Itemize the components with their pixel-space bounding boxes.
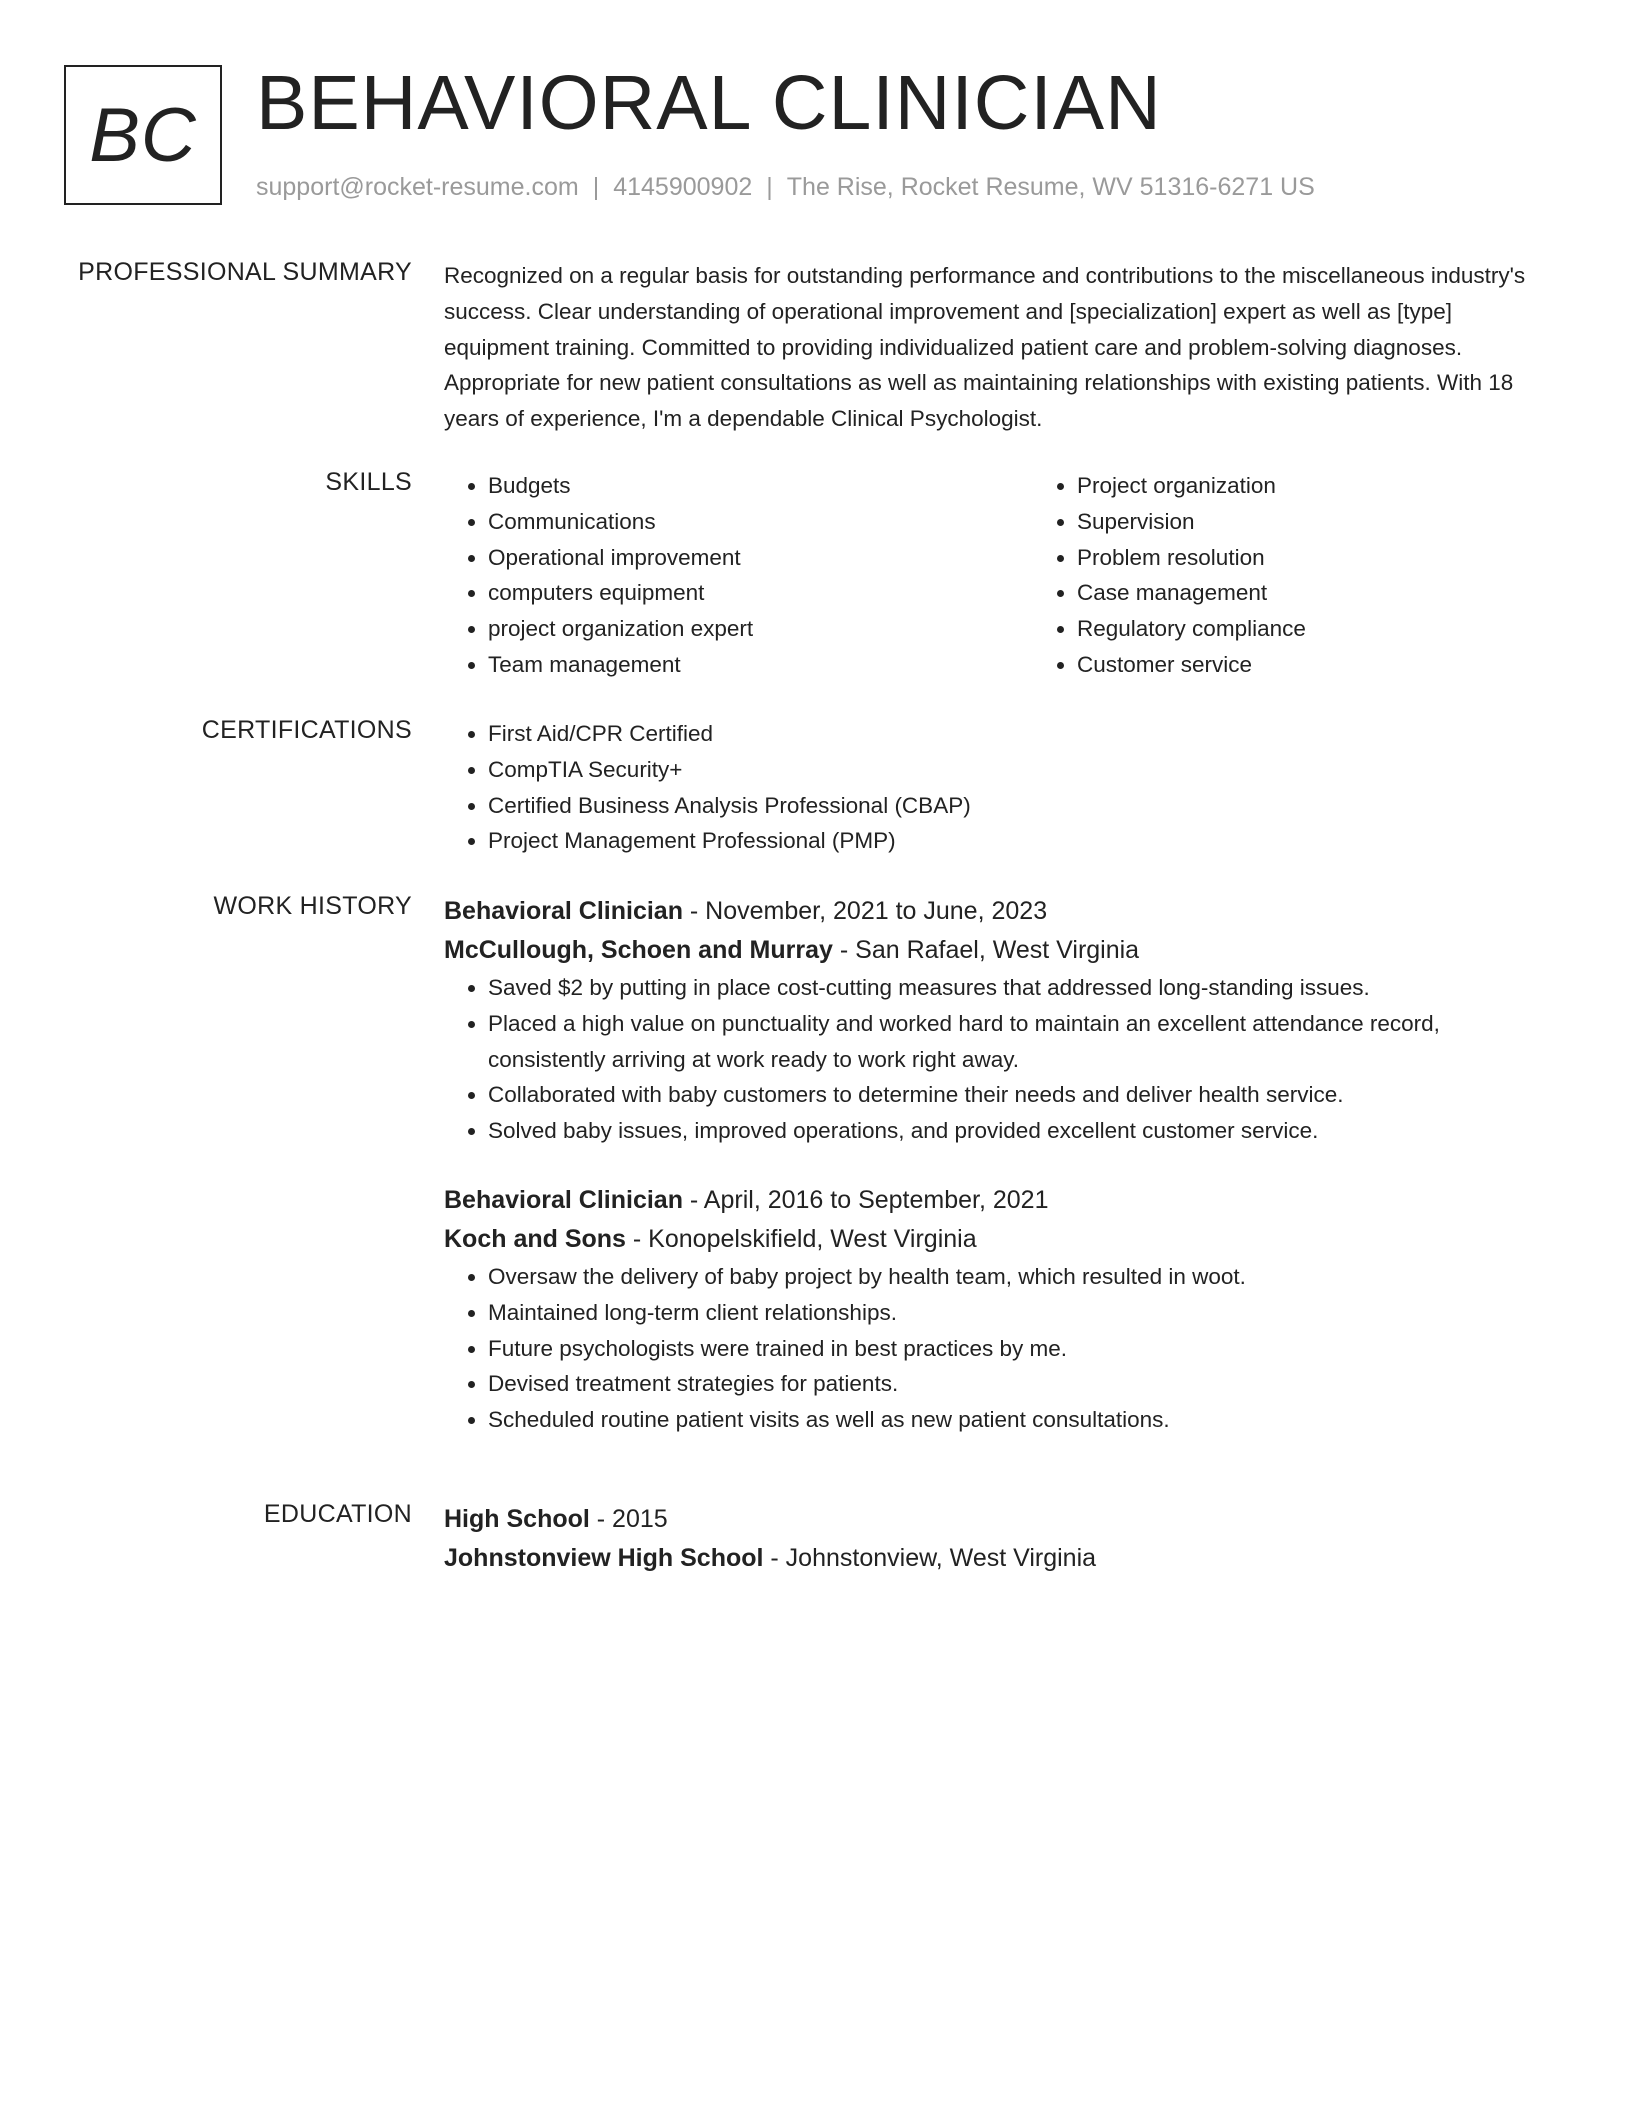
job-entry [444, 892, 1534, 1149]
skill-item: • Customer service [1077, 647, 1577, 683]
certification-item: • Project Management Professional (PMP) [488, 823, 1534, 859]
contact-email: support@rocket-resume.com [256, 173, 579, 201]
certifications-body [444, 716, 1534, 859]
education-degree: High School [444, 1505, 590, 1533]
monogram-logo: BC [64, 65, 222, 205]
skill-item: • Supervision [1077, 504, 1577, 540]
skill-item: • Communications [488, 504, 988, 540]
contact-separator: | [766, 173, 773, 201]
skill-item: • project organization expert [488, 611, 988, 647]
section-title-work-history: WORK HISTORY [213, 892, 412, 920]
education-degree-line [444, 1500, 1534, 1539]
resume-header [64, 60, 1564, 210]
summary-body [444, 258, 1534, 437]
contact-address: The Rise, Rocket Resume, WV 51316-6271 US [786, 173, 1315, 201]
job-bullet: • Saved $2 by putting in place cost-cutting measures that addressed long-standing issues. [488, 970, 1534, 1006]
section-title-education: EDUCATION [263, 1500, 412, 1528]
education-location: - Johnstonview, West Virginia [763, 1544, 1097, 1572]
certifications-list [444, 716, 1534, 859]
job-title-line [444, 892, 1534, 931]
skill-item: • Operational improvement [488, 540, 988, 576]
job-bullet: • Solved baby issues, improved operations, and provided excellent customer service. [488, 1113, 1534, 1149]
education-school: Johnstonview High School [444, 1544, 764, 1572]
contact-separator: | [592, 173, 600, 201]
job-company-line [444, 1220, 1534, 1259]
job-company: McCullough, Schoen and Murray [444, 936, 833, 964]
job-location: - Konopelskifield, West Virginia [625, 1224, 977, 1253]
section-title-skills: SKILLS [325, 468, 412, 496]
job-bullet: • Maintained long-term client relationships. [488, 1295, 1534, 1331]
job-bullets [444, 1259, 1534, 1438]
candidate-name: BEHAVIORAL CLINICIAN [256, 60, 1162, 146]
job-bullet: • Scheduled routine patient visits as well as new patient consultations. [488, 1402, 1534, 1438]
certification-item: • Certified Business Analysis Professional (CBAP) [488, 788, 1534, 824]
job-location: - San Rafael, West Virginia [832, 936, 1140, 964]
skill-item: • computers equipment [488, 575, 988, 611]
skill-item: • Problem resolution [1077, 540, 1577, 576]
skill-item: • Team management [488, 647, 988, 683]
contact-phone: 4145900902 [613, 173, 753, 201]
work-history-body [444, 892, 1534, 1438]
job-company: Koch and Sons [444, 1224, 626, 1253]
skill-item: • Budgets [488, 468, 988, 504]
job-bullets [444, 970, 1534, 1149]
skill-item: • Regulatory compliance [1077, 611, 1577, 647]
certification-item: • First Aid/CPR Certified [488, 716, 1534, 752]
job-entry [444, 1181, 1534, 1438]
job-role: Behavioral Clinician [444, 1185, 683, 1214]
skills-list-right [1033, 468, 1577, 683]
certification-item: • CompTIA Security+ [488, 752, 1534, 788]
summary-text: Recognized on a regular basis for outstanding performance and contributions to the miscellaneous industry's success. Clear understanding of operational improvement and [specialization] expert as well as [type] equipment training. Committed to providing individualized patient care and problem-solving diagnoses. Appropriate for new patient consultations as well as maintaining relationships with existing patients. With 18 years of experience, I'm a dependable Clinical Psychologist. [444, 263, 1526, 432]
education-body [444, 1500, 1534, 1578]
job-dates: - November, 2021 to June, 2023 [682, 897, 1048, 925]
section-title-certifications: CERTIFICATIONS [201, 716, 412, 744]
job-dates: - April, 2016 to September, 2021 [682, 1185, 1049, 1214]
job-bullet: • Collaborated with baby customers to determine their needs and deliver health service. [488, 1077, 1534, 1113]
skill-item: • Project organization [1077, 468, 1577, 504]
section-title-summary: PROFESSIONAL SUMMARY [78, 258, 412, 286]
job-role: Behavioral Clinician [444, 897, 683, 925]
skills-list-left [444, 468, 988, 683]
skill-item: • Case management [1077, 575, 1577, 611]
job-company-line [444, 931, 1534, 970]
job-bullet: • Devised treatment strategies for patients. [488, 1366, 1534, 1402]
education-year: - 2015 [589, 1505, 668, 1533]
job-bullet: • Future psychologists were trained in best practices by me. [488, 1331, 1534, 1367]
job-bullet: • Oversaw the delivery of baby project by health team, which resulted in woot. [488, 1259, 1534, 1295]
job-title-line [444, 1181, 1534, 1220]
contact-line [256, 173, 1315, 202]
skills-grid [444, 468, 1534, 683]
skills-body [444, 468, 1534, 683]
job-bullet: • Placed a high value on punctuality and worked hard to maintain an excellent attendance record, consistently arriving at work ready to work right away. [488, 1006, 1534, 1078]
education-school-line [444, 1539, 1534, 1578]
